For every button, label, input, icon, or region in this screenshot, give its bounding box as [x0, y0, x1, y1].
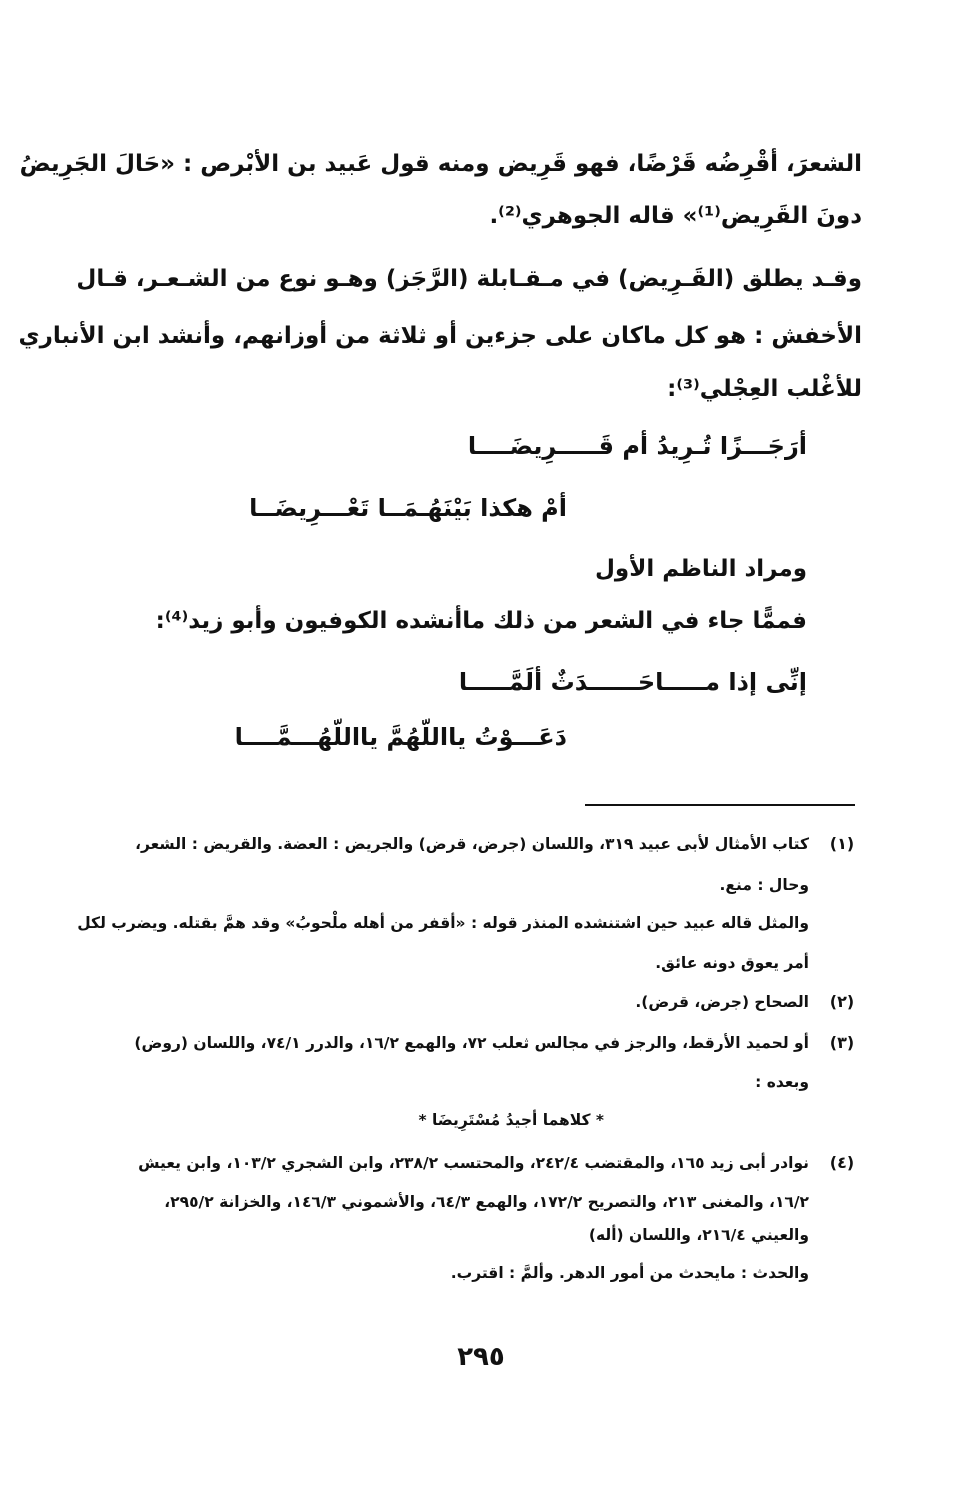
footnote-1-line-2: وحال : منع.: [719, 876, 809, 894]
paragraph-2-line-3: للأغْلب العِجْلي⁽³⁾:: [667, 376, 862, 402]
footnote-4-line-2: ١٦/٢، والمغنى ٢١٣، والتصريح ١٧٢/٢، والهمع ٦٤/٣، والأشموني ١٤٦/٣، والخزانة ٢٩٥/٢،: [164, 1193, 809, 1211]
verse-1-hemistich-2: أمْ هكذا بَيْنَهُـمَــا تَعْـــرِيضَــا: [249, 494, 567, 522]
verse-2-hemistich-1: إنِّى إذا مـــــاحَــــــدَثٌ ألَمَّـــــا: [458, 668, 807, 696]
paragraph-2-line-2: الأخفش : هو كل ماكان على جزءين أو ثلاثة من أوزانهم، وأنشد ابن الأنباري: [18, 323, 862, 349]
footnote-2-line-1: الصحاح (جرض، قرض).: [635, 993, 809, 1011]
footnote-1-number: (١): [829, 834, 855, 853]
paragraph-4: فممًّا جاء في الشعر من ذلك ماأنشده الكوفيون وأبو زيد⁽⁴⁾:: [155, 608, 807, 634]
paragraph-3: ومراد الناظم الأول: [594, 556, 807, 582]
footnote-3-line-1: أو لحميد الأرقط، والرجز في مجالس ثعلب ٧٢، والهمع ١٦/٢، والدرر ٧٤/١، واللسان (روض): [134, 1034, 809, 1052]
paragraph-1-line-1: الشعرَ، أقْرِضُه قَرْضًا، فهو قَرِيض ومنه قول عَبيد بن الأبْرص : «حَالَ الجَرِيضُ: [19, 151, 862, 177]
footnote-2-number: (٢): [829, 992, 855, 1011]
footnote-1-line-3: والمثل قاله عبيد حين اشتنشده المنذر قوله : «أقفر من أهله ملْحوبُ» وقد همَّ بقتله. ويضرب لكل: [77, 914, 809, 932]
footnote-1-line-4: أمر يعوق دونه عائق.: [655, 954, 809, 972]
footnote-3-verse: * كلاهما أجيدُ مُسْتَرِيضَا *: [418, 1111, 604, 1129]
footnote-separator: [585, 804, 855, 806]
page-number: ٢٩٥: [457, 1342, 505, 1372]
footnote-4-line-1: نوادر أبى زيد ١٦٥، والمقتضب ٢٤٢/٤، والمحتسب ٢٣٨/٢، وابن الشجري ١٠٣/٢، وابن يعيش: [138, 1154, 809, 1172]
footnote-3-line-2: وبعده :: [755, 1073, 809, 1091]
paragraph-1-line-2: دونَ القَرِيض⁽¹⁾» قاله الجوهري⁽²⁾.: [489, 203, 862, 229]
verse-2-hemistich-2: دَعَـــوْتُ يااللّهُمَّ يااللّهُـــمَّــــا: [234, 723, 567, 751]
footnote-4-number: (٤): [829, 1153, 855, 1172]
paragraph-2-line-1: وقـد يطلق (القَـرِيض) في مـقـابلة (الرَّجَز) وهـو نوع من الشـعـر، قـال: [76, 266, 862, 292]
footnote-4-line-4: والحدث : مايحدث من أمور الدهر. وألمَّ : اقترب.: [450, 1264, 809, 1282]
footnote-3-number: (٣): [829, 1033, 855, 1052]
footnote-1-line-1: كتاب الأمثال لأبى عبيد ٣١٩، واللسان (جرض، قرض) والجريض : العضة. والقريض : الشعر،: [135, 835, 809, 853]
footnote-4-line-3: والعيني ٢١٦/٤، واللسان (أله): [588, 1226, 809, 1244]
verse-1-hemistich-1: أرَجَـــزًا تُـرِيدُ أم قَـــــرِيضَــــا: [467, 432, 807, 460]
